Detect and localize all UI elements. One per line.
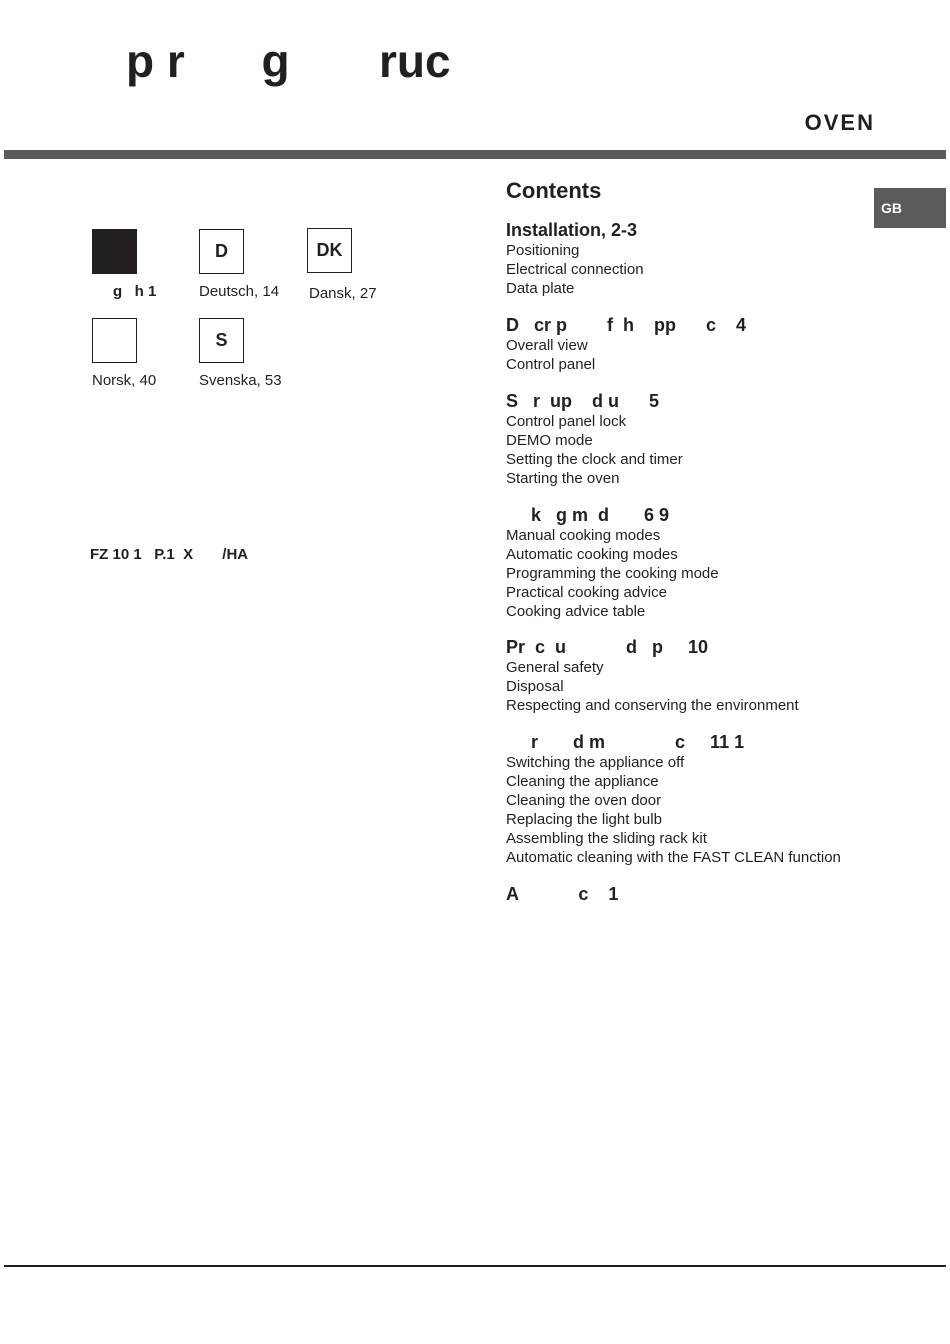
language-label-english: g h 1	[113, 283, 157, 300]
section-item: Data plate	[506, 280, 575, 297]
section-item: Cooking advice table	[506, 603, 646, 620]
language-box-deutsch	[199, 229, 244, 274]
contents-section-cooking-modes	[506, 505, 719, 621]
section-title: Installation, 2-3	[506, 220, 638, 240]
section-item: Overall view	[506, 337, 588, 354]
language-tab-label: GB	[881, 200, 902, 216]
language-label-dansk: Dansk, 27	[309, 285, 377, 302]
section-title: D cr p f h pp c 4	[506, 315, 747, 335]
contents-heading: Contents	[506, 178, 602, 203]
section-title: Pr c u d p 10	[506, 637, 709, 657]
section-item: Practical cooking advice	[506, 584, 667, 601]
language-box-english	[92, 229, 137, 274]
section-item: Positioning	[506, 242, 580, 259]
section-item: Electrical connection	[506, 261, 644, 278]
language-box-norsk	[92, 318, 137, 363]
section-item: Switching the appliance off	[506, 754, 685, 771]
section-title: k g m d 6 9	[506, 505, 670, 525]
language-label-deutsch: Deutsch, 14	[199, 283, 280, 300]
language-tab-gb	[874, 188, 946, 228]
contents-section-description	[506, 315, 746, 374]
section-title: A c 1	[506, 884, 619, 904]
language-code: D	[215, 241, 228, 261]
section-item: Programming the cooking mode	[506, 565, 719, 582]
language-box-dansk	[307, 228, 352, 273]
page-title: p r g ruc	[126, 35, 451, 87]
header-divider	[4, 150, 946, 159]
section-item: Replacing the light bulb	[506, 811, 662, 828]
contents-section-start-up	[506, 391, 683, 488]
section-item: Automatic cleaning with the FAST CLEAN function	[506, 849, 841, 866]
language-code: DK	[316, 240, 343, 260]
language-label-norsk: Norsk, 40	[92, 372, 157, 389]
section-item: Respecting and conserving the environment	[506, 697, 799, 714]
section-item: Disposal	[506, 678, 564, 695]
section-item: Assembling the sliding rack kit	[506, 830, 707, 847]
language-box-svenska	[199, 318, 244, 363]
contents-section-care-maintenance	[506, 732, 841, 867]
contents-section-precautions	[506, 637, 799, 715]
section-item: Cleaning the oven door	[506, 792, 662, 809]
section-item: Control panel lock	[506, 413, 627, 430]
language-code: S	[215, 330, 228, 350]
language-label-svenska: Svenska, 53	[199, 372, 282, 389]
section-item: Manual cooking modes	[506, 527, 661, 544]
footer-divider	[4, 1265, 946, 1267]
contents-section-installation	[506, 220, 644, 298]
product-type-label: OVEN	[804, 110, 875, 135]
section-item: Control panel	[506, 356, 596, 373]
section-item: General safety	[506, 659, 604, 676]
contents-section-assistance	[506, 884, 618, 905]
section-title: S r up d u 5	[506, 391, 660, 411]
section-item: Automatic cooking modes	[506, 546, 678, 563]
model-number: FZ 10 1 P.1 X /HA	[90, 546, 249, 563]
section-item: Starting the oven	[506, 470, 620, 487]
section-item: DEMO mode	[506, 432, 593, 449]
section-item: Setting the clock and timer	[506, 451, 683, 468]
section-title: r d m c 11 1	[506, 732, 745, 752]
section-item: Cleaning the appliance	[506, 773, 659, 790]
